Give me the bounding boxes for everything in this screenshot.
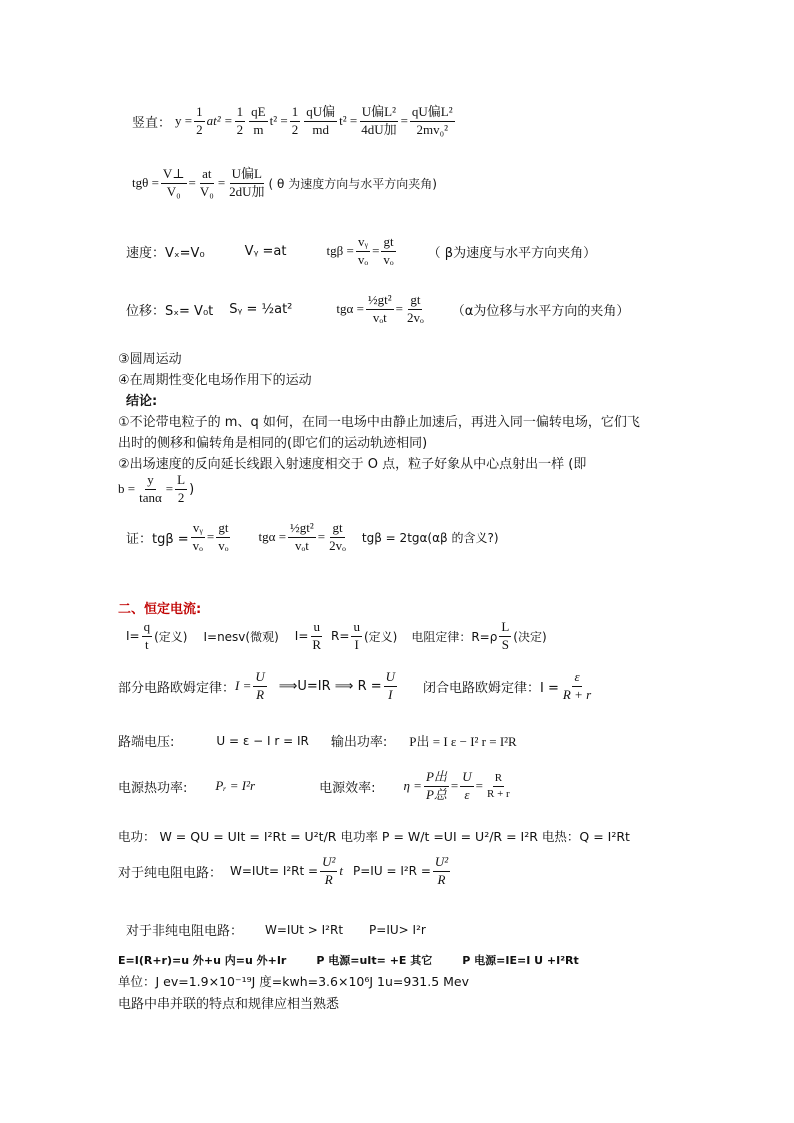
b-symbol: b = [118,481,136,497]
nonpure-label: 对于非纯电阻电路： [126,924,244,939]
conclusion-1a: ①不论带电粒子的 m、q 如何，在同一电场中由静止加速后，再进入同一偏转电场，它们飞 [118,415,640,430]
b-row [118,473,194,506]
resistance-law: 电阻定律：R=ρ [411,629,498,644]
fraction: $\frac{u}{I}$ [353,619,360,652]
tgtheta-row [132,167,437,200]
efficiency-label: 电源效率: [319,780,376,796]
resist-note: (决定) [513,629,547,644]
conclusion-1b: 出时的侧移和偏转角是相同的(即它们的运动轨迹相同) [118,436,428,451]
heat-label: 电源热功率: [118,780,188,796]
sy: Sᵧ = ½at² [229,301,293,317]
displacement-label: 位移：Sₓ= V₀t [126,303,214,319]
fraction: $\frac{y}{\tan\alpha}$ [139,472,162,505]
section-title: 二、恒定电流: [118,602,202,617]
vertical-row [132,105,457,138]
fraction: $\frac{gt}{\text{vₒ}}$ [383,234,394,267]
output-label: 输出功率: [330,735,388,750]
emf-p1: P 电源=uIt= +E 其它 [316,954,433,967]
ohm-row [118,670,595,703]
fraction: $\frac{L}{2}$ [177,472,186,505]
pure-w: W=IUt= I²Rt = [230,864,319,879]
fraction: $\frac{\text{U²}}{R}$ [434,854,449,887]
proof-relation: tgβ = 2tgα(αβ 的含义?) [361,530,499,545]
output-eq: P出 = I ε − I² r = I²R [409,734,517,749]
equals: = [188,175,196,191]
item-periodic: ④在周期性变化电场作用下的运动 [118,373,312,388]
fraction: $\frac{\text{vᵧ}}{\text{vₒ}}$ [357,234,369,267]
tgalpha-lhs: tgα = [336,301,364,317]
conclusion-2a: ②出场速度的反向延长线跟入射速度相交于 O 点，粒子好象从中心点射出一样 (即 [118,457,587,472]
def-note: (定义) [154,629,188,644]
y-symbol: y = [175,113,193,129]
final-line: 电路中串并联的特点和规律应相当熟悉 [118,997,340,1012]
heat-row [118,770,514,803]
fraction: $\frac{1}{2}$ [196,104,203,137]
tgtheta-lhs: tgθ = [132,175,159,191]
fraction: $\frac{at}{\text{V₀}}$ [199,166,214,199]
fraction: $\frac{V\perp}{\text{V₀}}$ [162,166,185,199]
fraction: $\frac{\text{½gt²}}{\text{vₒt}}$ [367,292,392,325]
equals: = [206,529,215,545]
fraction: $\frac{gt}{\text{2vₒ}}$ [407,292,424,325]
fraction: $\frac{\text{qU偏L²}}{\text{2mv₀²}}$ [411,104,453,137]
tgbeta-lhs: tgβ = [326,243,354,259]
fraction: $\frac{\varepsilon}{R + r}$ [562,669,592,702]
def-note: (定义) [363,629,398,644]
part-ohm-label: 部分电路欧姆定律： [118,680,236,696]
fraction: $\frac{q}{t}$ [143,619,151,652]
current-def-row [126,620,547,653]
t2: t² = [269,113,288,129]
fraction: $\frac{\text{U²}}{R}$ [322,854,336,887]
fraction: $\frac{1}{2}$ [291,104,299,137]
t2: t² = [339,113,358,129]
fraction: $\frac{\text{U偏L²}}{\text{4dU加}}$ [361,104,397,137]
ohm-arrow: ⟹U=IR ⟹ R = [278,678,382,694]
fraction: $\frac{1}{2}$ [236,104,244,137]
equals: = [400,113,408,129]
velocity-note: （ β为速度与水平方向夹角） [427,245,597,261]
fraction: $\frac{\text{U偏L}}{\text{2dU加}}$ [229,166,265,199]
vertical-label: 竖直： [132,115,172,131]
emf-row [118,952,579,968]
equals: = [395,301,404,317]
work-line: 电功： W = QU = UIt = I²Rt = U²t/R 电功率 P = W/t =UI = U²/R = I²R 电热：Q = I²Rt [118,829,630,844]
emf-e: E=I(R+r)=u 外+u 内=u 外+Ir [118,954,287,967]
equals: = [450,778,459,794]
nonpure-w: W=IUt > I²Rt [265,922,344,937]
i-equals: I = [235,678,252,694]
terminal-row [118,731,517,750]
fraction: $\frac{L}{S}$ [501,619,510,652]
displacement-row [126,293,629,326]
tgalpha-lhs: tgα = [258,529,287,545]
r-def: R= [331,629,350,644]
fraction: $\frac{\text{P出}}{\text{P总}}$ [425,769,447,802]
i-def: I= [126,629,140,644]
emf-p2: P 电源=IE=I U +I²Rt [462,954,579,967]
fraction: $\frac{\text{vᵧ}}{\text{vₒ}}$ [192,520,203,553]
t-symbol: t [339,863,344,879]
fraction: $\frac{gt}{\text{vₒ}}$ [218,520,229,553]
velocity-label: 速度：Vₓ=V₀ [126,245,205,261]
conclusion-label: 结论: [126,394,158,409]
pure-row [118,855,452,888]
paren: ) [189,481,195,497]
eta: η = [403,778,422,794]
equals: = [475,778,483,794]
equals: = [372,243,380,259]
fraction: $\frac{R}{R + r}$ [487,772,510,800]
item-circular: ③圆周运动 [118,352,182,367]
displacement-note: （α为位移与水平方向的夹角） [451,303,630,319]
fraction: $\frac{\text{½gt²}}{\text{vₒt}}$ [290,520,314,553]
terminal-label: 路端电压: [118,735,175,750]
fraction: $\frac{qE}{m}$ [251,104,266,137]
terminal-eq: U = ε − I r = IR [216,733,309,748]
nonpure-p: P=IU> I²r [369,922,426,937]
equals: = [165,481,174,497]
fraction: $\frac{U}{R}$ [255,669,265,702]
at2: at² = [206,113,233,129]
equals: = [317,529,326,545]
proof-label: 证：tgβ = [126,531,189,547]
proof-row [126,521,499,554]
closed-ohm-label: 闭合电路欧姆定律：I = [423,680,559,696]
fraction: $\frac{\text{qU偏}}{md}$ [306,104,336,137]
heat-eq: Pᵣ = I²r [215,778,256,794]
tgtheta-note: ( θ 为速度方向与水平方向夹角) [268,176,437,191]
equals: = [217,175,226,191]
pure-label: 对于纯电阻电路： [118,865,223,881]
nonpure-row [126,920,426,939]
pure-p: P=IU = I²R = [353,864,431,879]
units-line: 单位：J ev=1.9×10⁻¹⁹J 度=kwh=3.6×10⁶J 1u=931.5 Mev [118,974,470,989]
i-micro: I=nesv(微观) [203,629,279,644]
fraction: $\frac{gt}{\text{2vₒ}}$ [329,520,346,553]
velocity-row [126,235,596,268]
i-ohm: I= [294,629,309,644]
fraction: $\frac{u}{R}$ [312,619,322,652]
vy: Vᵧ =at [244,243,287,259]
fraction: $\frac{U}{I}$ [385,669,396,702]
fraction: $\frac{U}{\varepsilon}$ [462,769,472,802]
